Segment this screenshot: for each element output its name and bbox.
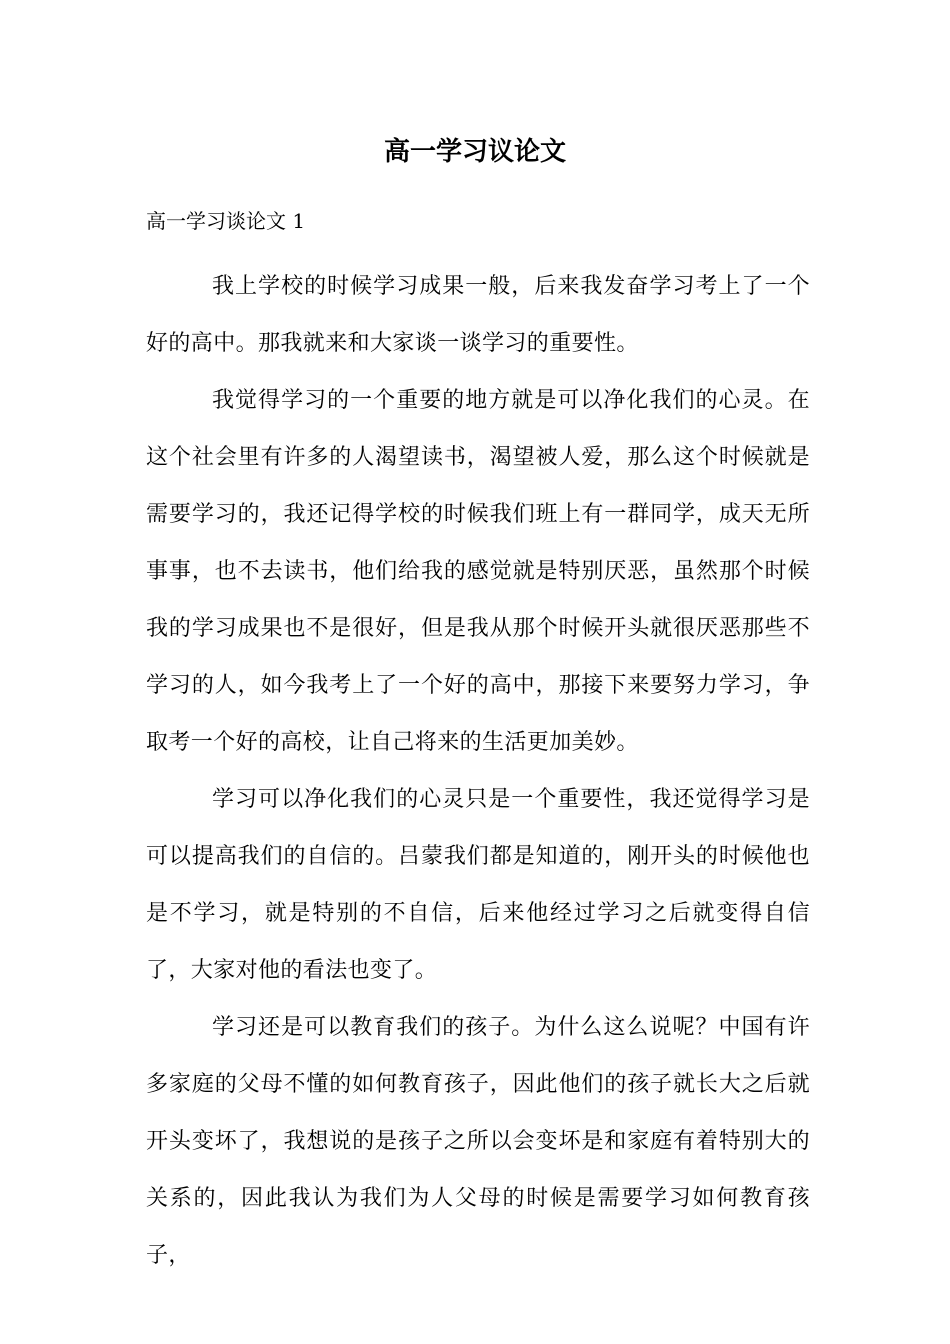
paragraph-3: 学习可以净化我们的心灵只是一个重要性，我还觉得学习是可以提高我们的自信的。吕蒙我们都是知道的，刚开头的时候他也是不学习，就是特别的不自信，后来他经过学习之后就变得自信了，大家对他的看法也变了。	[146, 787, 810, 983]
paragraph-4: 学习还是可以教育我们的孩子。为什么这么说呢？中国有许多家庭的父母不懂的如何教育孩子，因此他们的孩子就长大之后就开头变坏了，我想说的是孩子之所以会变坏是和家庭有着特别大的关系的，因此我认为我们为人父母的时候是需要学习如何教育孩子，	[146, 1015, 810, 1268]
section-heading: 高一学习谈论文 1	[146, 209, 306, 233]
paragraph-2: 我觉得学习的一个重要的地方就是可以净化我们的心灵。在这个社会里有许多的人渴望读书，渴望被人爱，那么这个时候就是需要学习的，我还记得学校的时候我们班上有一群同学，成天无所事事，也不去读书，他们给我的感觉就是特别厌恶，虽然那个时候我的学习成果也不是很好，但是我从那个时候开头就很厌恶那些不学习的人，如今我考上了一个好的高中，那接下来要努力学习，争取考一个好的高校，让自己将来的生活更加美妙。	[146, 388, 810, 755]
document-title: 高一学习议论文	[383, 137, 566, 167]
paragraph-1: 我上学校的时候学习成果一般，后来我发奋学习考上了一个好的高中。那我就来和大家谈一谈学习的重要性。	[146, 274, 810, 356]
document-body	[146, 258, 810, 1284]
